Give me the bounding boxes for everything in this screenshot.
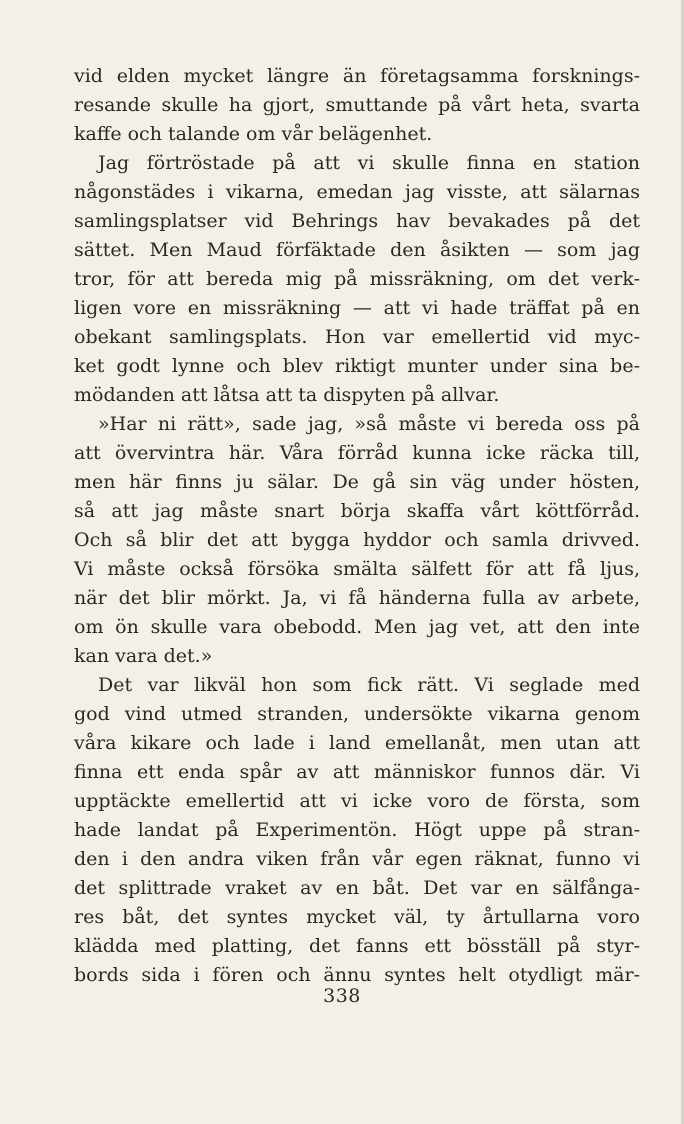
text-line: Jag förtröstade på att vi skulle finna en station [98,152,640,174]
text-line: god vind utmed stranden, undersökte vikarna genom [74,703,640,725]
text-line: att övervintra här. Våra förråd kunna icke räcka till, [74,442,640,464]
page-number: 338 [323,985,361,1007]
text-line: sättet. Men Maud förfäktade den åsikten — som jag [74,239,640,261]
body-text [74,62,640,990]
text-line: obekant samlingsplats. Hon var emellertid vid myc- [74,326,640,348]
text-line: ket godt lynne och blev riktigt munter under sina be- [74,355,640,377]
text-line: bords sida i fören och ännu syntes helt otydligt mär- [74,964,640,986]
text-line: när det blir mörkt. Ja, vi få händerna fulla av arbete, [74,587,640,609]
text-line: upptäckte emellertid att vi icke voro de första, som [74,790,640,812]
text-line: vid elden mycket längre än företagsamma forsknings- [74,65,640,87]
text-line: kan vara det.» [74,645,213,667]
text-line: finna ett enda spår av att människor funnos där. Vi [74,761,640,783]
text-line: Vi måste också försöka smälta sälfett för att få ljus, [74,558,640,580]
text-line: hade landat på Experimentön. Högt uppe på stran- [74,819,640,841]
text-line: så att jag måste snart börja skaffa vårt köttförråd. [74,500,640,522]
text-line: tror, för att bereda mig på missräkning, om det verk- [74,268,640,290]
text-line: den i den andra viken från vår egen räknat, funno vi [74,848,640,870]
text-line: någonstädes i vikarna, emedan jag visste, att sälarnas [74,181,640,203]
text-line: om ön skulle vara obebodd. Men jag vet, att den inte [74,616,640,638]
text-line: klädda med platting, det fanns ett bösställ på styr- [74,935,640,957]
text-line: »Har ni rätt», sade jag, »så måste vi bereda oss på [98,413,640,435]
text-line: men här finns ju sälar. De gå sin väg under hösten, [74,471,640,493]
text-line: resande skulle ha gjort, smuttande på vårt heta, svarta [74,94,640,116]
text-line: Och så blir det att bygga hyddor och samla drivved. [74,529,640,551]
text-line: ligen vore en missräkning — att vi hade träffat på en [74,297,640,319]
text-line: våra kikare och lade i land emellanåt, men utan att [74,732,640,754]
text-line: samlingsplatser vid Behrings hav bevakades på det [74,210,640,232]
text-line: res båt, det syntes mycket väl, ty årtullarna voro [74,906,640,928]
text-line: Det var likväl hon som fick rätt. Vi seglade med [98,674,640,696]
text-line: mödanden att låtsa att ta dispyten på allvar. [74,384,500,406]
text-line: kaffe och talande om vår belägenhet. [74,123,433,145]
text-line: det splittrade vraket av en båt. Det var en sälfånga- [74,877,640,899]
